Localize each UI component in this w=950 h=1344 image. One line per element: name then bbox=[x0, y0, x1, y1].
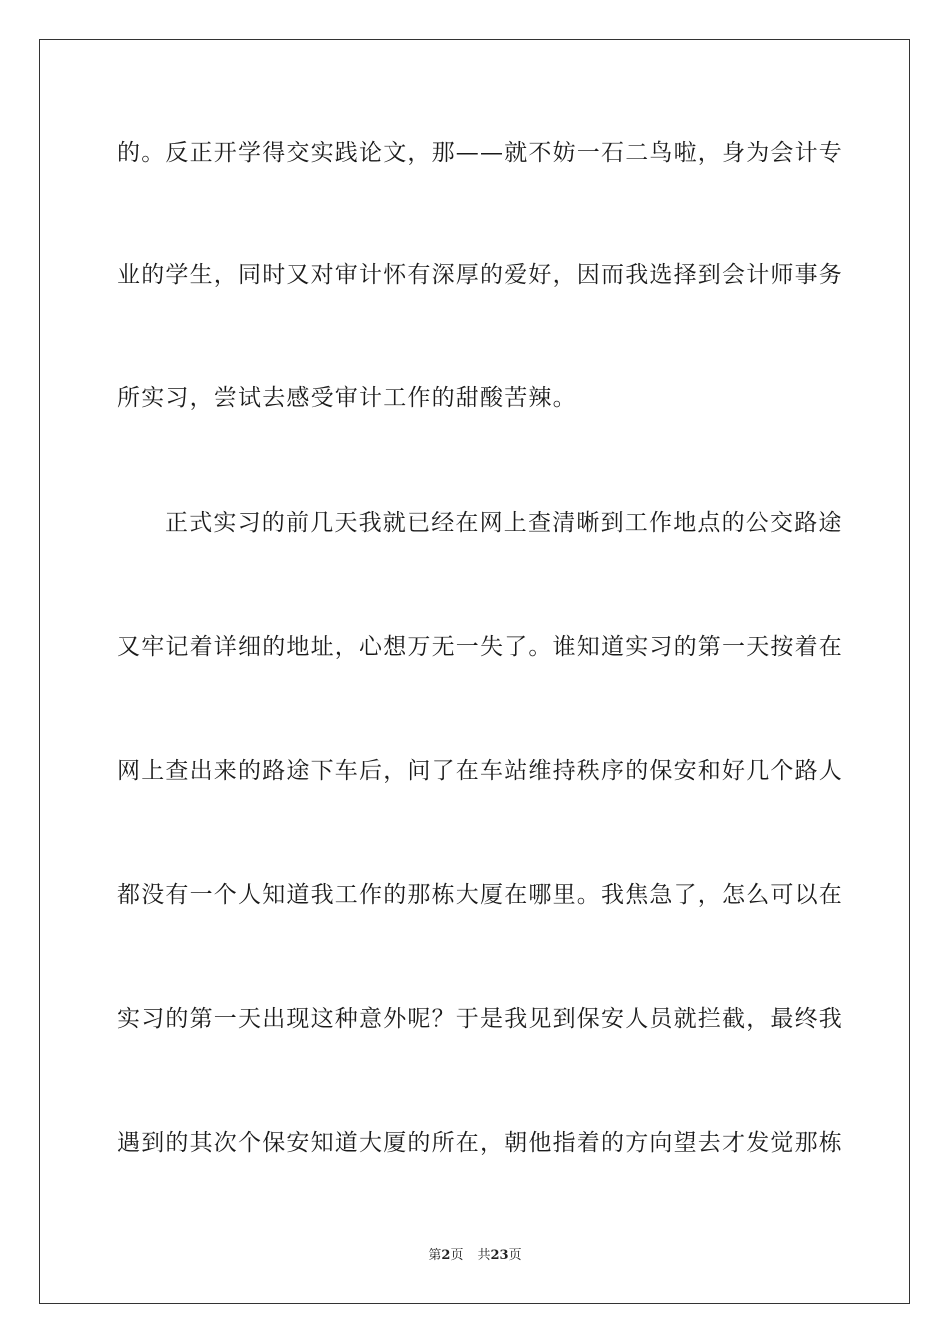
text-line-7: 都没有一个人知道我工作的那栋大厦在哪里。我焦急了，怎么可以在 bbox=[117, 882, 843, 908]
text-line-5: 又牢记着详细的地址，心想万无一失了。谁知道实习的第一天按着在 bbox=[117, 634, 843, 660]
text-line-3: 所实习，尝试去感受审计工作的甜酸苦辣。 bbox=[117, 385, 577, 411]
total-prefix: 共 bbox=[477, 1248, 491, 1263]
total-suffix: 页 bbox=[508, 1248, 522, 1263]
page-footer bbox=[0, 1248, 950, 1264]
text-line-6: 网上查出来的路途下车后，问了在车站维持秩序的保安和好几个路人 bbox=[117, 758, 843, 784]
text-line-1: 的。反正开学得交实践论文，那——就不妨一石二鸟啦，身为会计专 bbox=[117, 140, 843, 166]
page-number: 2 bbox=[441, 1248, 451, 1263]
page-prefix: 第 bbox=[428, 1248, 442, 1263]
total-pages: 23 bbox=[490, 1248, 509, 1263]
text-line-9: 遇到的其次个保安知道大厦的所在，朝他指着的方向望去才发觉那栋 bbox=[117, 1130, 843, 1156]
page-border bbox=[39, 39, 910, 1304]
text-line-4: 正式实习的前几天我就已经在网上查清晰到工作地点的公交路途 bbox=[165, 510, 843, 536]
page-suffix: 页 bbox=[450, 1248, 464, 1263]
text-line-2: 业的学生，同时又对审计怀有深厚的爱好，因而我选择到会计师事务 bbox=[117, 262, 843, 288]
text-line-8: 实习的第一天出现这种意外呢？于是我见到保安人员就拦截，最终我 bbox=[117, 1006, 843, 1032]
